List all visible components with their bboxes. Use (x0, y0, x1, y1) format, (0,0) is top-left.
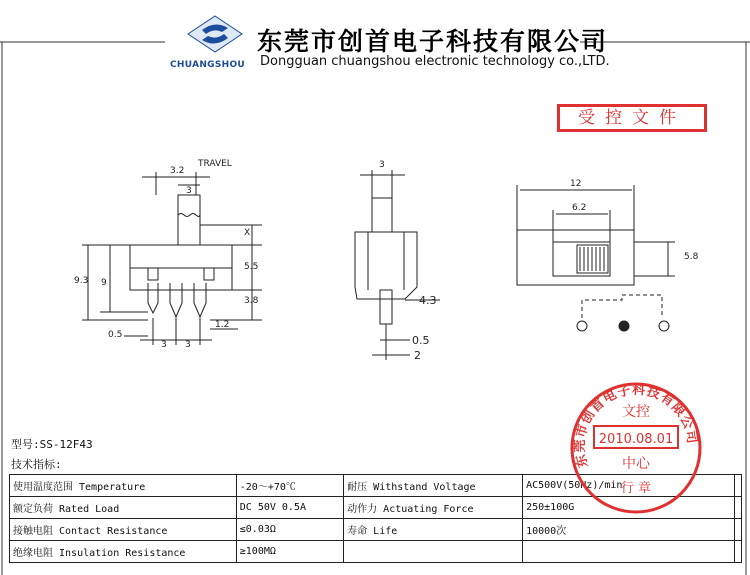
dim-pitch-b: 3 (185, 340, 191, 350)
svg-text:中心: 中心 (622, 456, 650, 472)
svg-text:行 章: 行 章 (620, 481, 652, 496)
specs-cell: 耐压 Withstand Voltage (344, 475, 523, 497)
dim-pitch-a: 3 (161, 340, 167, 350)
brand-name: CHUANGSHOU (170, 60, 246, 70)
dim-4-3: 4.3 (419, 294, 437, 307)
svg-text:文控: 文控 (622, 404, 650, 420)
dim-5-5: 5.5 (244, 262, 259, 272)
dim-0-5-front: 0.5 (412, 334, 430, 347)
svg-text:东莞市创首电子科技有限公司: 东莞市创首电子科技有限公司 (572, 382, 700, 470)
svg-text:2010.08.01: 2010.08.01 (598, 432, 674, 447)
specs-cell: 10000次 (523, 519, 735, 541)
specs-title: 技术指标: (11, 458, 62, 471)
specs-cell: 绝缘电阻 Insulation Resistance (10, 541, 237, 563)
specs-cell (344, 541, 523, 563)
dim-3-top: 3 (186, 186, 192, 196)
specs-cell (735, 541, 742, 563)
specs-cell: ≥100MΩ (236, 541, 343, 563)
dim-6-2: 6.2 (572, 203, 587, 213)
specs-row (10, 541, 742, 563)
dim-1-2: 1.2 (215, 320, 230, 330)
specs-cell: 额定负荷 Rated Load (10, 497, 237, 519)
specs-cell: 使用温度范围 Temperature (10, 475, 237, 497)
specs-cell: DC 50V 0.5A (236, 497, 343, 519)
dim-3-8: 3.8 (244, 296, 259, 306)
dim-9: 9 (101, 278, 107, 288)
company-name-chinese: 东莞市创首电子科技有限公司 (257, 27, 609, 56)
specs-cell: ≤0.03Ω (236, 519, 343, 541)
specs-cell: -20～+70℃ (236, 475, 343, 497)
dim-0-5-side: 0.5 (108, 330, 123, 340)
travel-label: TRAVEL (198, 159, 232, 169)
specs-cell: 接触电阻 Contact Resistance (10, 519, 237, 541)
company-seal-stamp (566, 378, 706, 518)
dim-3-front: 3 (379, 160, 385, 170)
dim-5-8: 5.8 (684, 252, 699, 262)
chuangshou-logo-icon (180, 12, 250, 64)
specs-cell (523, 541, 735, 563)
specs-cell: 250±100G (523, 497, 735, 519)
specs-cell: 动作力 Actuating Force (344, 497, 523, 519)
specs-cell (735, 519, 742, 541)
controlled-document-stamp: 受控文件 (557, 104, 707, 132)
specs-cell (735, 497, 742, 519)
dim-2: 2 (414, 349, 421, 362)
specs-row (10, 519, 742, 541)
model-number: 型号:SS-12F43 (11, 438, 93, 451)
specs-cell (735, 475, 742, 497)
dim-3-2: 3.2 (170, 166, 185, 176)
company-name-english: Dongguan chuangshou electronic technology co.,LTD. (260, 54, 610, 69)
dim-9-3: 9.3 (74, 276, 89, 286)
specs-cell: AC500V(50Hz)/min (523, 475, 735, 497)
dim-12: 12 (570, 179, 582, 189)
dim-x: X (244, 228, 251, 238)
specs-cell: 寿命 Life (344, 519, 523, 541)
